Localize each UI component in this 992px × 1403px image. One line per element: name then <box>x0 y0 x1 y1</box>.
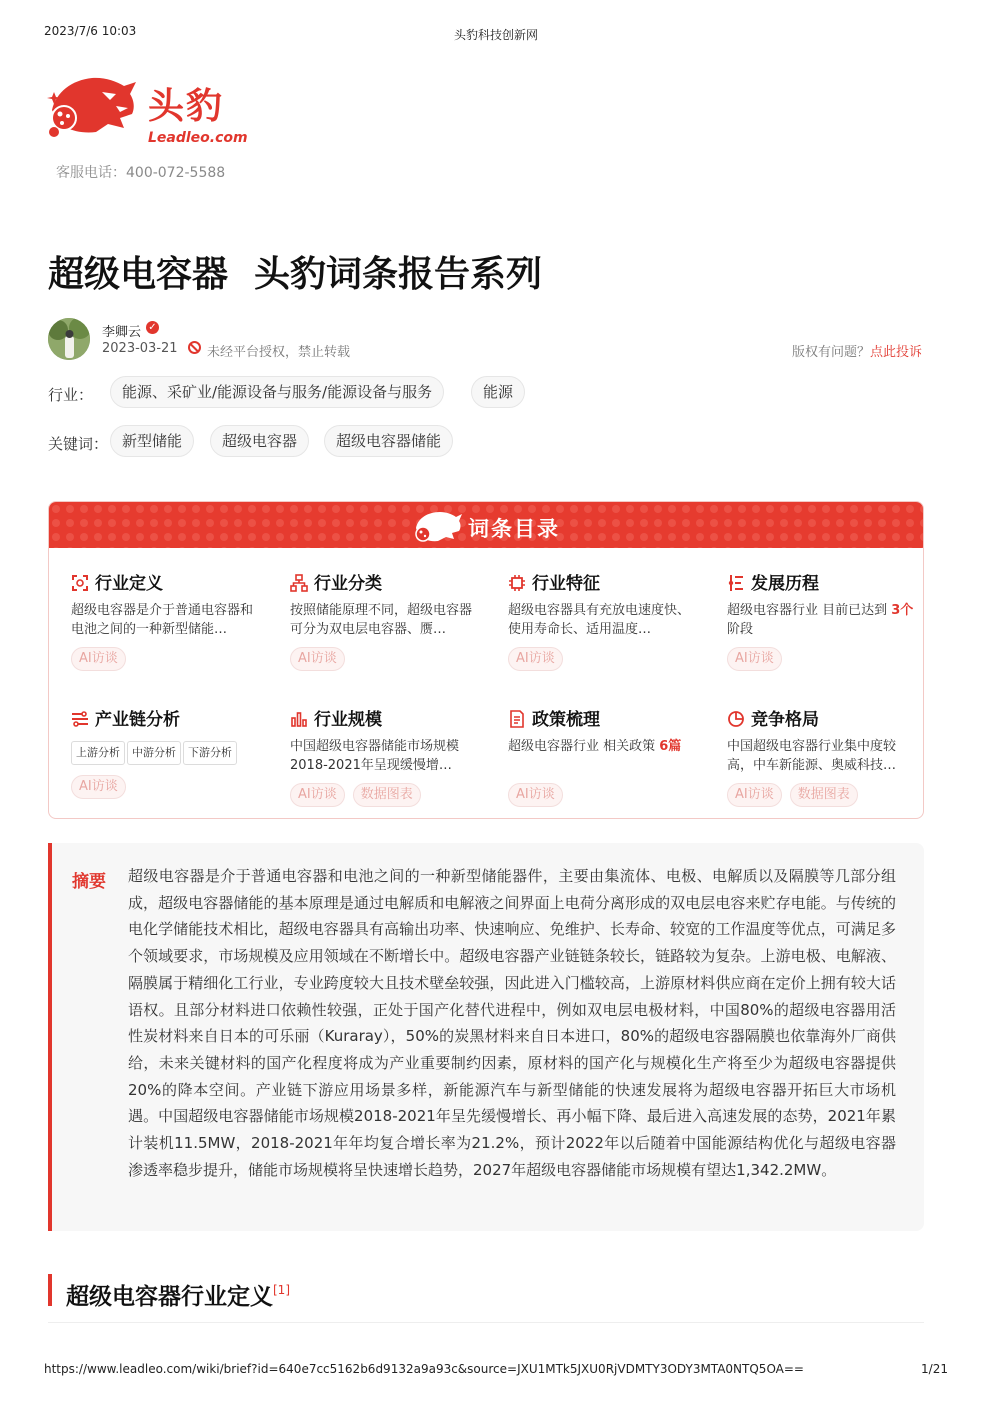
page-title <box>48 246 542 297</box>
summary-text: 超级电容器是介于普通电容器和电池之间的一种新型储能器件，主要由集流体、电极、电解质以及隔膜等几部分组成，超级电容器储能的基本原理是通过电解质和电解液之间界面上电荷分离形成的双电层电容来贮存电能。与传统的电化学储能技术相比，超级电容器具有高输出功率、快速响应、免维护、长寿命、较宽的工作温度等优点，可满足多个领域要求，市场规模及应用领域在不断增长中。超级电容器产业链链条较长，链路较为复杂。上游电极、电解液、隔膜属于精细化工行业，专业跨度较大且技术壁垒较强，因此进入门槛较高，上游原材料供应商在定价上拥有较大话语权。且部分材料进口依赖性较强，正处于国产化替代进程中，例如双电层电极材料，中国80%的超级电容器用活性炭材料来自日本的可乐丽（Kuraray），50%的炭黑材料来自日本进口，80%的超级电容器隔膜也依靠海外厂商供给，未来关键材料的国产化程度将成为产业重要制约因素，原材料的国产化与规模化生产将至少为超级电容器提供20%的降本空间。产业链下游应用场景多样，新能源汽车与新型储能的快速发展将为超级电容器开拓巨大市场机遇。中国超级电容器储能市场规模2018-2021年呈先缓慢增长、再小幅下降、最后进入高速发展的态势，2021年累计装机11.5MW，2018-2021年年均复合增长率为21.2%，预计2022年以后随着中国能源结构优化与超级电容器渗透率稳步提升，储能市场规模将呈快速增长趋势，2027年超级电容器储能市场规模有望达1,342.2MW。 <box>128 867 896 1179</box>
service-hotline: 客服电话：400-072-5588 <box>56 165 226 181</box>
section-heading <box>48 1274 290 1310</box>
leadleo-logo[interactable] <box>46 72 246 152</box>
toc-item-competition[interactable] <box>727 709 917 807</box>
print-datetime: 2023/7/6 10:03 <box>44 24 137 38</box>
toc-header <box>49 502 923 548</box>
keywords-label: 关键词： <box>48 435 109 453</box>
summary-box <box>48 843 924 1231</box>
leopard-head-icon <box>412 508 464 544</box>
toc-item-heading: 行业分类 <box>290 573 480 595</box>
ai-interview-chip[interactable]: AI访谈 <box>508 647 563 671</box>
section-divider <box>48 1322 924 1323</box>
toc-item-desc: 超级电容器具有充放电速度快、使用寿命长、适用温度… <box>508 603 691 637</box>
policy-doc-icon <box>508 710 526 728</box>
publish-date: 2023-03-21 <box>102 341 178 356</box>
toc-item-features[interactable] <box>508 573 698 671</box>
author-avatar[interactable] <box>48 318 90 360</box>
ai-interview-chip[interactable]: AI访谈 <box>508 783 563 807</box>
ai-interview-chip[interactable]: AI访谈 <box>71 647 126 671</box>
author-name[interactable]: 李卿云 <box>102 325 142 340</box>
chain-icon <box>71 710 89 728</box>
title-main: 超级电容器 <box>48 254 229 295</box>
toc-item-heading: 政策梳理 <box>508 709 698 731</box>
toc-item-desc: 超级电容器行业 相关政策 6篇 <box>508 739 682 754</box>
chip-icon <box>508 574 526 592</box>
toc-item-heading: 行业特征 <box>508 573 698 595</box>
pie-chart-icon <box>727 710 745 728</box>
toc-title-text: 词条目录 <box>468 517 560 541</box>
industry-tag[interactable]: 能源 <box>471 376 525 408</box>
data-chart-chip[interactable]: 数据图表 <box>790 783 858 807</box>
toc-item-classification[interactable] <box>290 573 480 671</box>
toc-item-desc: 超级电容器是介于普通电容器和电池之间的一种新型储能… <box>71 603 254 637</box>
toc-panel <box>48 501 924 819</box>
toc-item-heading: 行业规模 <box>290 709 480 731</box>
copyright-question: 版权有问题？ <box>791 345 870 360</box>
ai-interview-chip[interactable]: AI访谈 <box>290 647 345 671</box>
reprint-notice: 未经平台授权，禁止转载 <box>207 345 351 360</box>
keyword-tag[interactable]: 新型储能 <box>110 425 194 457</box>
toc-item-chain[interactable] <box>71 709 261 799</box>
upstream-analysis-link[interactable]: 上游分析 <box>71 741 125 765</box>
timeline-icon <box>727 574 745 592</box>
ai-interview-chip[interactable]: AI访谈 <box>71 775 126 799</box>
title-series: 头豹词条报告系列 <box>254 254 543 295</box>
chain-sub-links <box>71 733 261 765</box>
toc-item-desc: 超级电容器行业 目前已达到 3个阶段 <box>727 603 914 637</box>
definition-icon <box>71 574 89 592</box>
keyword-tag[interactable]: 超级电容器 <box>210 425 309 457</box>
section-reference[interactable]: [1] <box>273 1283 290 1297</box>
keyword-tag[interactable]: 超级电容器储能 <box>324 425 453 457</box>
print-url: https://www.leadleo.com/wiki/brief?id=640e7cc5162b6d9132a9a93c&source=JXU1MTk5JXU0RjVDMTY3ODY3MTA0NTQ5OA== <box>44 1362 804 1376</box>
toc-item-heading: 行业定义 <box>71 573 261 595</box>
toc-item-heading: 产业链分析 <box>71 709 261 731</box>
toc-item-desc: 中国超级电容器行业集中度较高，中车新能源、奥威科技… <box>727 739 897 773</box>
bar-chart-icon <box>290 710 308 728</box>
page-number: 1/21 <box>921 1362 948 1376</box>
toc-title <box>49 512 923 548</box>
leopard-head-icon <box>46 72 138 144</box>
hierarchy-icon <box>290 574 308 592</box>
avatar-photo-icon <box>48 318 90 360</box>
downstream-analysis-link[interactable]: 下游分析 <box>183 741 237 765</box>
toc-item-policy[interactable] <box>508 709 698 807</box>
toc-item-heading: 竞争格局 <box>727 709 917 731</box>
toc-item-desc: 中国超级电容器储能市场规模2018-2021年呈现缓慢增… <box>290 739 460 773</box>
ai-interview-chip[interactable]: AI访谈 <box>727 647 782 671</box>
print-site-title: 头豹科技创新网 <box>453 28 538 42</box>
ai-interview-chip[interactable]: AI访谈 <box>727 783 782 807</box>
verified-badge-icon: ✓ <box>146 321 159 334</box>
toc-item-desc: 按照储能原理不同，超级电容器可分为双电层电容器、赝… <box>290 603 473 637</box>
industry-label: 行业： <box>48 386 94 404</box>
no-entry-icon <box>188 341 201 354</box>
toc-item-definition[interactable] <box>71 573 261 671</box>
toc-item-market-size[interactable] <box>290 709 480 807</box>
midstream-analysis-link[interactable]: 中游分析 <box>127 741 181 765</box>
toc-item-history[interactable] <box>727 573 917 671</box>
brand-name: 头豹 <box>148 86 225 127</box>
section-title-text: 超级电容器行业定义 <box>66 1284 273 1310</box>
complain-link[interactable]: 点此投诉 <box>869 345 922 360</box>
brand-domain: Leadleo.com <box>148 130 248 146</box>
toc-item-heading: 发展历程 <box>727 573 917 595</box>
copyright-complaint <box>792 341 922 360</box>
data-chart-chip[interactable]: 数据图表 <box>353 783 421 807</box>
ai-interview-chip[interactable]: AI访谈 <box>290 783 345 807</box>
summary-label: 摘要 <box>72 872 106 892</box>
industry-tag[interactable]: 能源、采矿业/能源设备与服务/能源设备与服务 <box>110 376 444 408</box>
